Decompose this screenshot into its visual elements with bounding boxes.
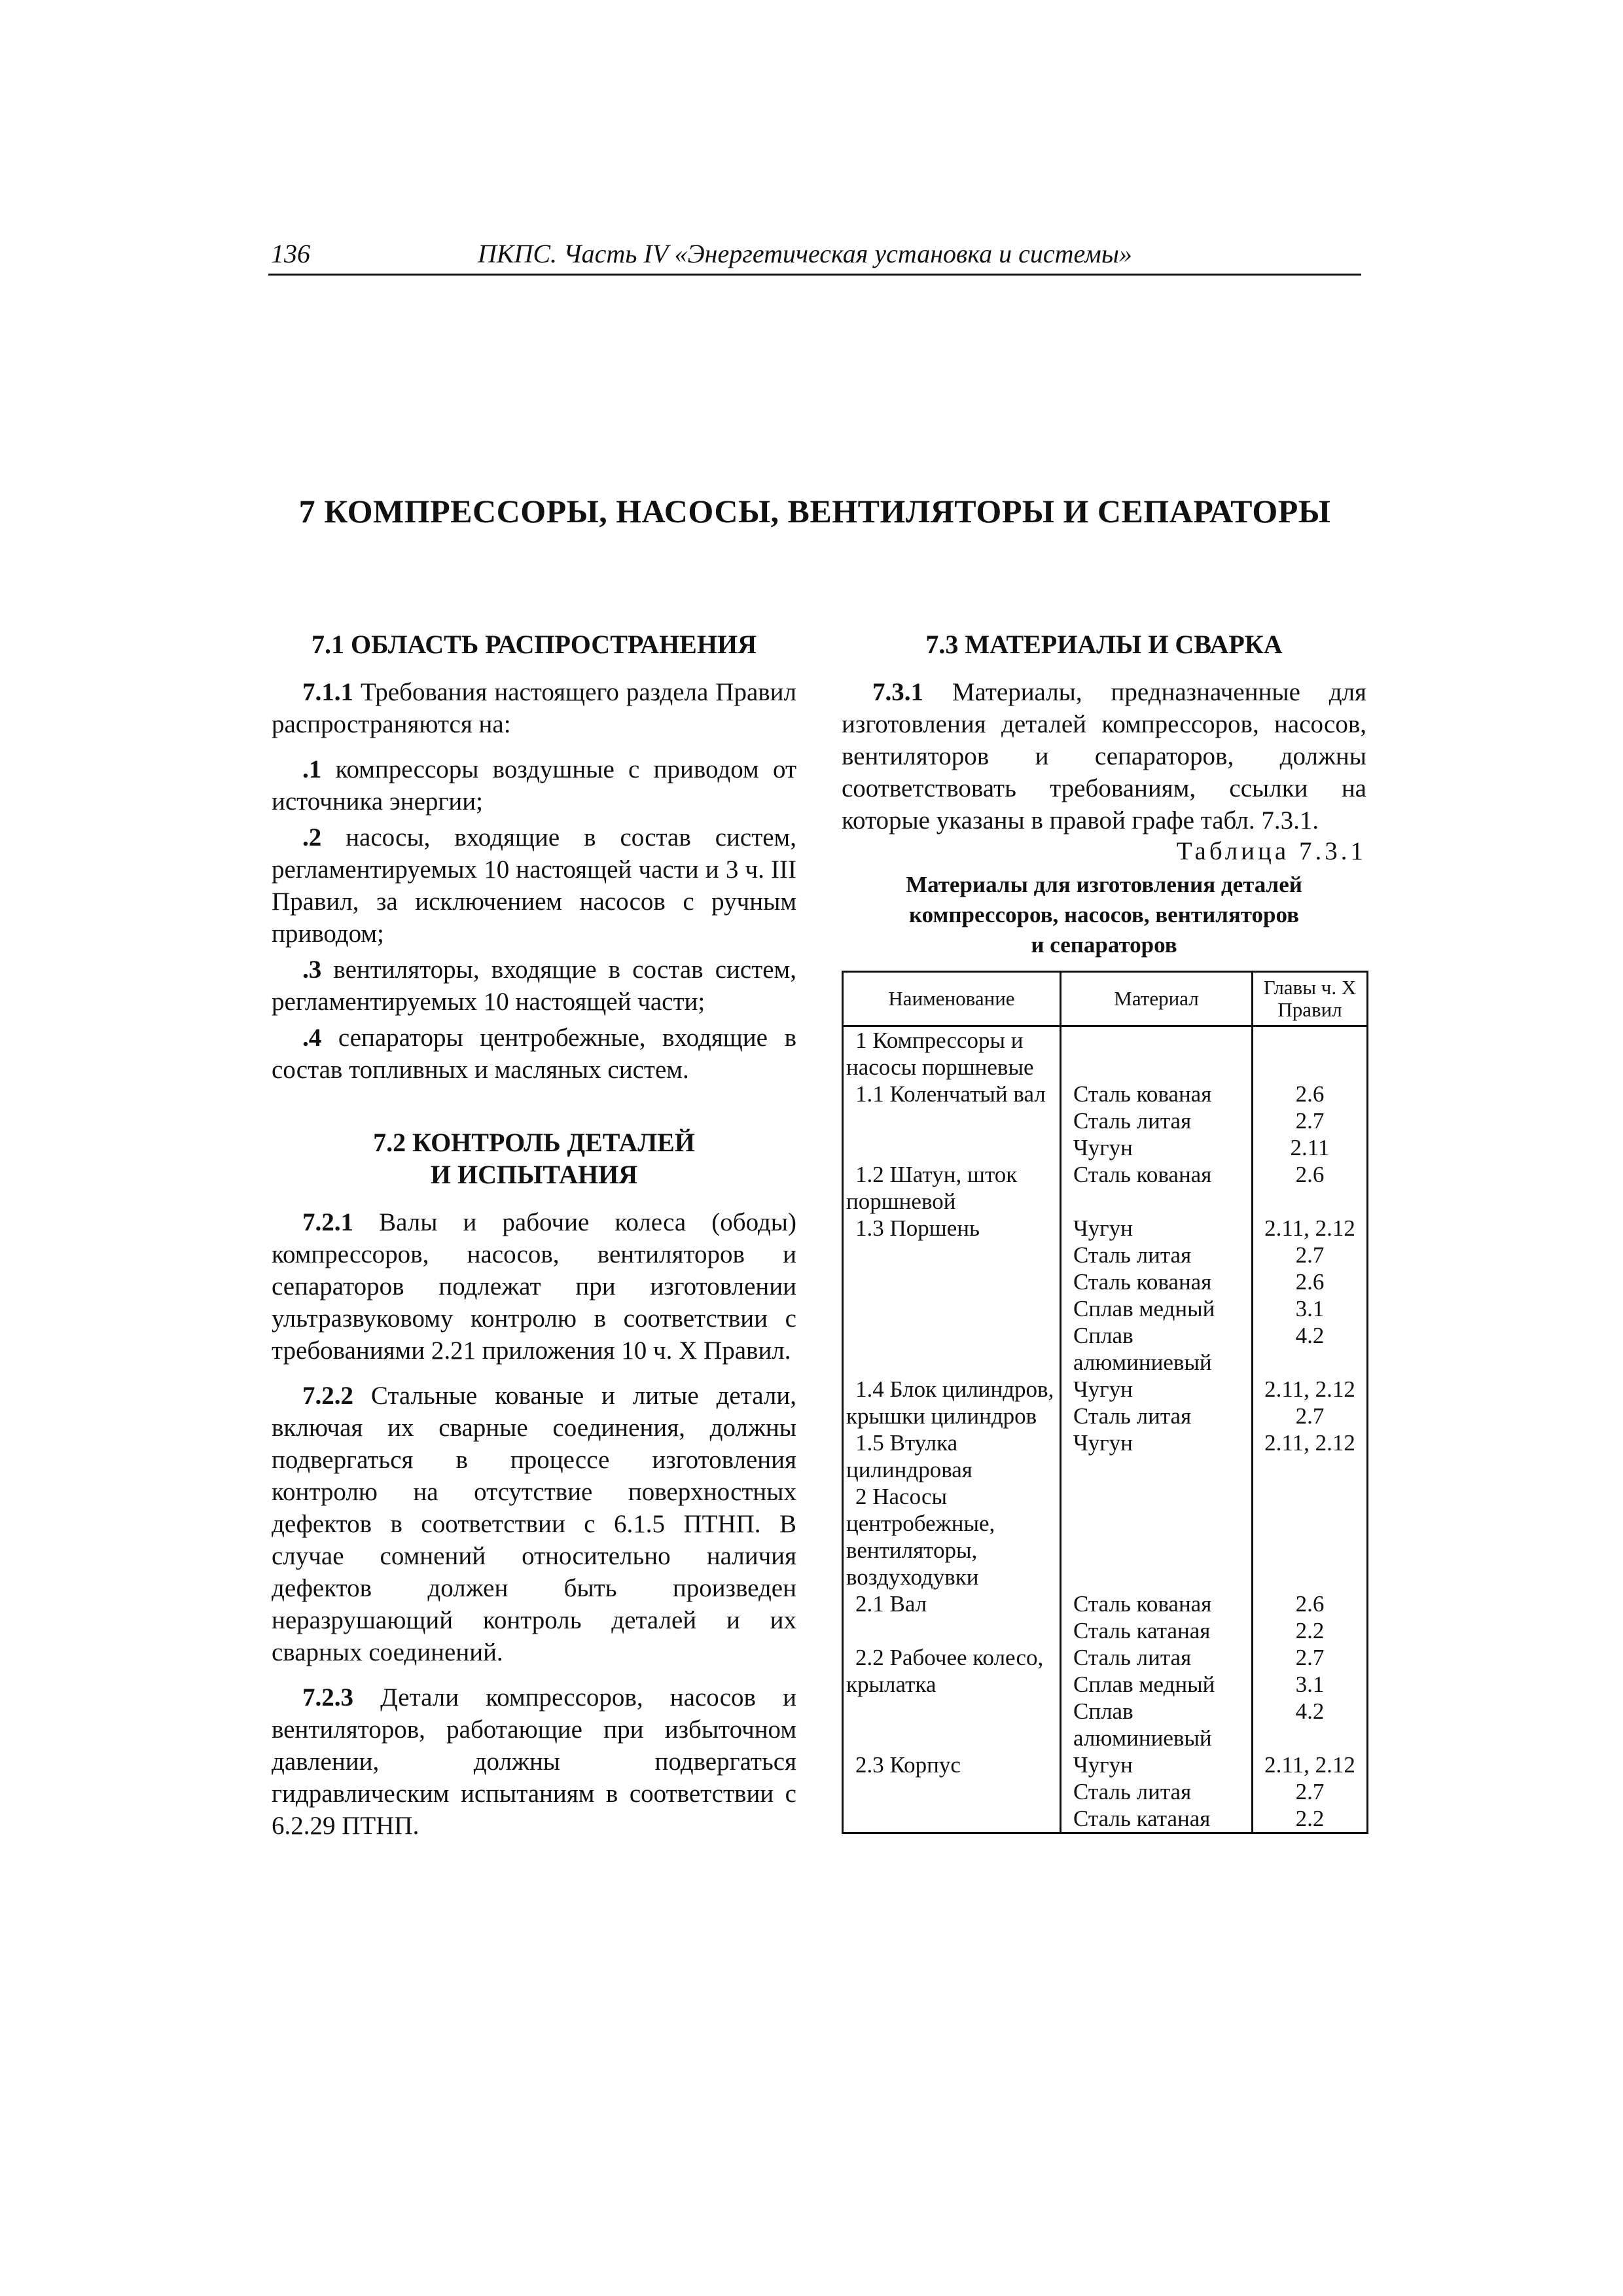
row-name: 1.4 Блок цилиндров, крышки цилиндров bbox=[846, 1376, 1054, 1429]
row-name: 1.3 Поршень bbox=[855, 1215, 980, 1241]
row-name: 1.5 Втулка цилиндровая bbox=[846, 1430, 972, 1482]
column-header-chapters: Главы ч. X Правил bbox=[1253, 972, 1368, 1026]
paragraph-text: Стальные кованые и литые детали, включая их сварные соединения, должны подвергаться в процессе изготовления контролю на отсутствие поверхностных дефектов в соответствии с 6.1.5 ПТНП. В случае сомнений относительно наличия дефектов должен быть произведен неразрушающий контроль деталей и их сварных соединений. bbox=[272, 1382, 796, 1666]
row-name: 2 Насосы центробежные, вентиляторы, воздуходувки bbox=[846, 1484, 995, 1590]
table-row bbox=[843, 1215, 1368, 1376]
material-value: Сплав алюминиевый bbox=[1073, 1323, 1212, 1375]
table-row bbox=[843, 1161, 1368, 1215]
list-item bbox=[272, 954, 796, 1018]
chapter-value: 3.1 bbox=[1295, 1672, 1325, 1697]
item-number: .1 bbox=[302, 755, 322, 783]
table-row bbox=[843, 1026, 1368, 1081]
material-value: Сталь литая bbox=[1073, 1108, 1192, 1134]
material-value: Чугун bbox=[1073, 1752, 1133, 1778]
paragraph-number: 7.2.1 bbox=[302, 1208, 353, 1236]
cell-chapters bbox=[1253, 1429, 1368, 1483]
chapter-value: 2.7 bbox=[1295, 1645, 1325, 1670]
chapter-value: 2.7 bbox=[1295, 1242, 1325, 1268]
table-title-line: компрессоров, насосов, вентиляторов bbox=[908, 902, 1300, 927]
row-name: 2.3 Корпус bbox=[855, 1752, 961, 1778]
item-number: .3 bbox=[302, 956, 322, 984]
table-label: Таблица 7.3.1 bbox=[1176, 837, 1366, 865]
chapter-value: 2.6 bbox=[1295, 1162, 1325, 1187]
material-value: Сплав алюминиевый bbox=[1073, 1698, 1212, 1751]
cell-materials bbox=[1061, 1026, 1253, 1081]
cell-chapters bbox=[1253, 1376, 1368, 1429]
chapter-value: 4.2 bbox=[1295, 1698, 1325, 1724]
chapter-value: 4.2 bbox=[1295, 1323, 1325, 1348]
section-title-line: И ИСПЫТАНИЯ bbox=[430, 1160, 638, 1189]
chapter-value: 2.2 bbox=[1295, 1806, 1325, 1831]
cell-materials bbox=[1061, 1081, 1253, 1161]
material-value: Сталь кованая bbox=[1073, 1162, 1212, 1187]
cell-chapters bbox=[1253, 1161, 1368, 1215]
table-title-line: и сепараторов bbox=[1031, 932, 1177, 958]
right-column bbox=[842, 628, 1366, 1834]
section-7-3-title: 7.3 МАТЕРИАЛЫ И СВАРКА bbox=[925, 630, 1283, 659]
table-header-row bbox=[843, 972, 1368, 1026]
material-value: Сталь кованая bbox=[1073, 1591, 1212, 1617]
material-value: Сталь катаная bbox=[1073, 1618, 1211, 1643]
item-number: .4 bbox=[302, 1024, 322, 1052]
cell-materials bbox=[1061, 1376, 1253, 1429]
row-name: 2.2 Рабочее колесо, крылатка bbox=[846, 1645, 1044, 1697]
material-value: Сталь литая bbox=[1073, 1645, 1192, 1670]
cell-name bbox=[843, 1081, 1061, 1161]
material-value: Чугун bbox=[1073, 1430, 1133, 1456]
cell-name bbox=[843, 1644, 1061, 1751]
chapter-value: 2.7 bbox=[1295, 1403, 1325, 1429]
paragraph-7-2-1 bbox=[272, 1206, 796, 1367]
table-row bbox=[843, 1483, 1368, 1590]
cell-name bbox=[843, 1215, 1061, 1376]
chapter-value: 2.11 bbox=[1290, 1135, 1330, 1160]
list-item bbox=[272, 821, 796, 950]
item-number: .2 bbox=[302, 823, 322, 852]
table-row bbox=[843, 1429, 1368, 1483]
chapter-value: 2.2 bbox=[1295, 1618, 1325, 1643]
table-row bbox=[843, 1376, 1368, 1429]
cell-chapters bbox=[1253, 1590, 1368, 1644]
table-row bbox=[843, 1644, 1368, 1751]
material-value: Сталь литая bbox=[1073, 1242, 1192, 1268]
chapter-value: 2.7 bbox=[1295, 1108, 1325, 1134]
materials-table bbox=[842, 971, 1368, 1834]
paragraph-text: Валы и рабочие колеса (ободы) компрессоров, насосов, вентиляторов и сепараторов подлежат при изготовлении ультразвуковому контролю в соответствии с требованиями 2.21 приложения 10 ч. X Правил. bbox=[272, 1208, 796, 1365]
list-item bbox=[272, 753, 796, 817]
paragraph-text: Детали компрессоров, насосов и вентиляторов, работающие при избыточном давлении, должны подвергаться гидравлическим испытаниям в соответствии с 6.2.29 ПТНП. bbox=[272, 1683, 796, 1840]
cell-materials bbox=[1061, 1429, 1253, 1483]
chapter-value: 2.11, 2.12 bbox=[1264, 1215, 1355, 1241]
cell-chapters bbox=[1253, 1751, 1368, 1833]
cell-name bbox=[843, 1429, 1061, 1483]
chapter-value: 2.11, 2.12 bbox=[1264, 1752, 1355, 1778]
row-name: 1.2 Шатун, шток поршневой bbox=[846, 1162, 1018, 1214]
paragraph-7-2-3 bbox=[272, 1681, 796, 1842]
material-value: Сталь кованая bbox=[1073, 1269, 1212, 1295]
paragraph-text: Материалы, предназначенные для изготовления деталей компрессоров, насосов, вентиляторов и сепараторов, должны соответствовать требованиям, ссылки на которые указаны в правой графе табл. 7.3.1. bbox=[842, 678, 1366, 834]
material-value: Чугун bbox=[1073, 1135, 1133, 1160]
section-7-2-title bbox=[272, 1126, 796, 1191]
cell-name bbox=[843, 1026, 1061, 1081]
item-text: сепараторы центробежные, входящие в состав топливных и масляных систем. bbox=[272, 1024, 796, 1084]
row-name: 1.1 Коленчатый вал bbox=[855, 1081, 1046, 1107]
material-value: Чугун bbox=[1073, 1215, 1133, 1241]
cell-materials bbox=[1061, 1590, 1253, 1644]
cell-name bbox=[843, 1161, 1061, 1215]
material-value: Сплав медный bbox=[1073, 1296, 1215, 1321]
chapter-value: 2.11, 2.12 bbox=[1264, 1430, 1355, 1456]
paragraph-text: Требования настоящего раздела Правил распространяются на: bbox=[272, 678, 796, 738]
table-title-line: Материалы для изготовления деталей bbox=[906, 872, 1302, 897]
cell-chapters bbox=[1253, 1483, 1368, 1590]
paragraph-7-3-1 bbox=[842, 676, 1366, 836]
paragraph-7-1-1 bbox=[272, 676, 796, 740]
material-value: Сталь литая bbox=[1073, 1779, 1192, 1804]
cell-name bbox=[843, 1483, 1061, 1590]
chapter-value: 2.6 bbox=[1295, 1269, 1325, 1295]
paragraph-7-2-2 bbox=[272, 1380, 796, 1668]
material-value: Сталь катаная bbox=[1073, 1806, 1211, 1831]
paragraph-number: 7.1.1 bbox=[302, 678, 353, 706]
item-text: компрессоры воздушные с приводом от источника энергии; bbox=[272, 755, 796, 816]
chapter-value: 2.6 bbox=[1295, 1591, 1325, 1617]
page-number: 136 bbox=[271, 239, 310, 268]
material-value: Чугун bbox=[1073, 1376, 1133, 1402]
paragraph-number: 7.3.1 bbox=[872, 678, 923, 706]
table-title bbox=[842, 870, 1366, 960]
chapter-value: 2.11, 2.12 bbox=[1264, 1376, 1355, 1402]
material-value: Сплав медный bbox=[1073, 1672, 1215, 1697]
section-title-line: 7.2 КОНТРОЛЬ ДЕТАЛЕЙ bbox=[373, 1128, 695, 1157]
cell-name bbox=[843, 1590, 1061, 1644]
row-name: 1 Компрессоры и насосы поршневые bbox=[846, 1028, 1034, 1080]
section-7-1-title: 7.1 ОБЛАСТЬ РАСПРОСТРАНЕНИЯ bbox=[312, 630, 757, 659]
paragraph-number: 7.2.3 bbox=[302, 1683, 353, 1712]
table-row bbox=[843, 1751, 1368, 1833]
column-header-name: Наименование bbox=[843, 972, 1061, 1026]
page-header bbox=[268, 234, 1361, 276]
material-value: Сталь кованая bbox=[1073, 1081, 1212, 1107]
cell-name bbox=[843, 1751, 1061, 1833]
cell-chapters bbox=[1253, 1081, 1368, 1161]
table-body bbox=[843, 1026, 1368, 1833]
cell-name bbox=[843, 1376, 1061, 1429]
cell-materials bbox=[1061, 1751, 1253, 1833]
chapter-value: 2.6 bbox=[1295, 1081, 1325, 1107]
cell-chapters bbox=[1253, 1215, 1368, 1376]
table-row bbox=[843, 1081, 1368, 1161]
column-header-material: Материал bbox=[1061, 972, 1253, 1026]
chapter-value: 3.1 bbox=[1295, 1296, 1325, 1321]
material-value: Сталь литая bbox=[1073, 1403, 1192, 1429]
table-row bbox=[843, 1590, 1368, 1644]
item-text: насосы, входящие в состав систем, регламентируемых 10 настоящей части и 3 ч. III Правил, за исключением насосов с ручным приводом; bbox=[272, 823, 796, 948]
cell-chapters bbox=[1253, 1644, 1368, 1751]
running-title: ПКПС. Часть IV «Энергетическая установка и системы» bbox=[478, 239, 1132, 268]
chapter-title: 7 КОМПРЕССОРЫ, НАСОСЫ, ВЕНТИЛЯТОРЫ И СЕПАРАТОРЫ bbox=[298, 493, 1331, 529]
paragraph-number: 7.2.2 bbox=[302, 1382, 353, 1410]
cell-materials bbox=[1061, 1161, 1253, 1215]
left-column bbox=[272, 628, 796, 1855]
cell-materials bbox=[1061, 1644, 1253, 1751]
row-name: 2.1 Вал bbox=[855, 1591, 927, 1617]
cell-materials bbox=[1061, 1483, 1253, 1590]
cell-materials bbox=[1061, 1215, 1253, 1376]
list-item bbox=[272, 1022, 796, 1086]
chapter-value: 2.7 bbox=[1295, 1779, 1325, 1804]
item-text: вентиляторы, входящие в состав систем, регламентируемых 10 настоящей части; bbox=[272, 956, 796, 1016]
cell-chapters bbox=[1253, 1026, 1368, 1081]
